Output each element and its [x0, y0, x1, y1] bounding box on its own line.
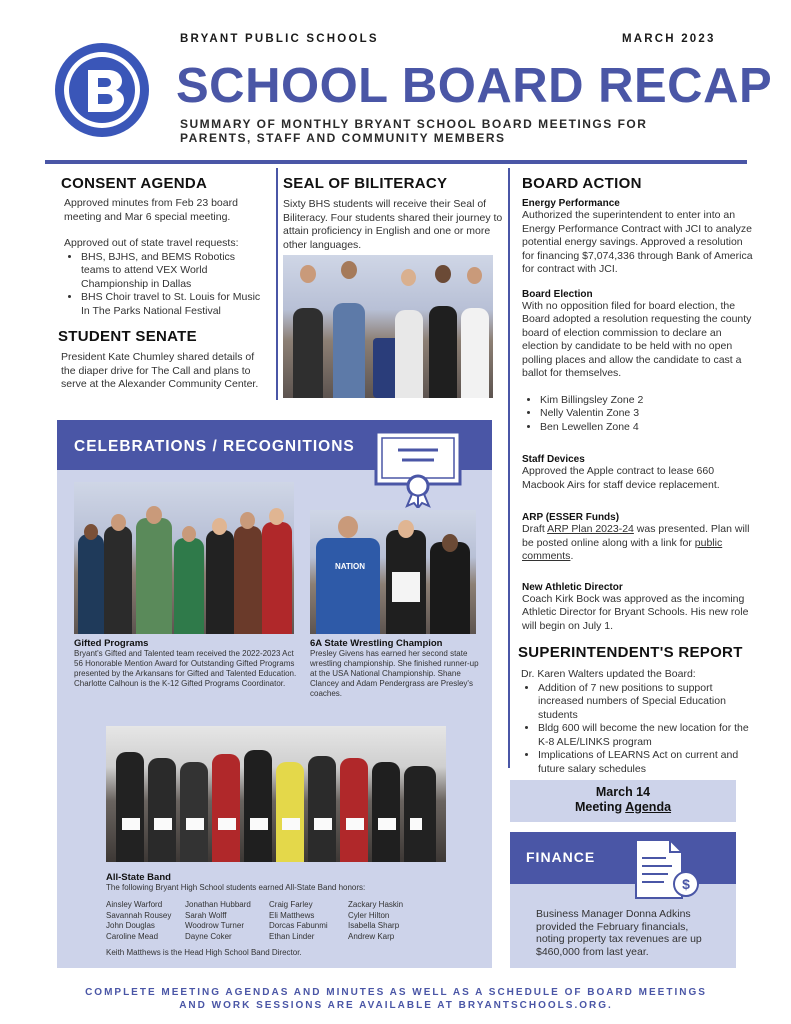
- arp-plan-link[interactable]: ARP Plan 2023-24: [547, 523, 634, 535]
- list-item: • Implications of LEARNS Act on current and future salary schedules: [538, 749, 750, 776]
- student-senate-section: [58, 328, 266, 392]
- band-names-column: Jonathan Hubbard Sarah Wolff Woodrow Turner Dayne Coker: [185, 900, 251, 941]
- band-title: All-State Band: [106, 872, 171, 883]
- gifted-programs-photo: [74, 482, 294, 634]
- list-item: • Kim Billingsley Zone 2: [540, 394, 754, 408]
- seal-photo: [283, 255, 493, 398]
- certificate-icon: [372, 428, 464, 508]
- column-divider-right: [508, 168, 510, 768]
- footer: [60, 986, 732, 1012]
- student-senate-text: President Kate Chumley shared details of the diaper drive for The Call and plans to serve at the Alexander Community Center.: [61, 351, 259, 390]
- athletic-text: Coach Kirk Bock was approved as the incoming Athletic Director for Bryant Schools. His new role will begin on July 1.: [522, 592, 749, 632]
- list-item: • BHS Choir travel to St. Louis for Music In The Parks National Festival: [81, 291, 266, 318]
- athletic-heading: New Athletic Director: [522, 581, 623, 593]
- election-heading: Board Election: [522, 288, 593, 300]
- all-state-band-photo: [106, 726, 446, 862]
- seal-text: Sixty BHS students will receive their Seal of Biliteracy. Four students shared their journey to attain proficiency in English and one or more other languages.: [283, 198, 503, 251]
- list-item: • Nelly Valentin Zone 3: [540, 407, 754, 421]
- list-item: • BHS, BJHS, and BEMS Robotics teams to attend VEX World Championship in Dallas: [81, 251, 266, 292]
- agenda-line: Meeting Agenda: [574, 800, 672, 814]
- board-action-heading: BOARD ACTION: [522, 175, 642, 192]
- wrestling-photo: [310, 510, 476, 634]
- superintendent-intro: Dr. Karen Walters updated the Board:: [521, 668, 696, 680]
- page-title: SCHOOL BOARD RECAP: [176, 59, 773, 113]
- finance-heading: FINANCE: [526, 849, 596, 865]
- election-text: With no opposition filed for board election, the Board adopted a resolution requesting the county board of election commission to declare an election by candidate to be held with no open polling places and allow the candidate to cast a ballot for themselves.: [522, 299, 752, 379]
- band-names-column: Craig Farley Eli Matthews Dorcas Fabunmi Ethan Linder: [269, 900, 328, 941]
- board-action-section: [522, 175, 754, 633]
- svg-text:$: $: [682, 876, 690, 892]
- gifted-caption: [74, 638, 298, 689]
- band-intro: The following Bryant High School students earned All-State Band honors:: [106, 883, 366, 892]
- celebrations-heading: CELEBRATIONS / RECOGNITIONS: [74, 438, 355, 455]
- band-names-column: Ainsley Warford Savannah Rousey John Douglas Caroline Mead: [106, 900, 172, 941]
- superintendent-list: [522, 682, 750, 777]
- band-names: [106, 900, 486, 942]
- travel-list: [65, 251, 266, 319]
- bryant-b-logo-icon: [54, 42, 150, 138]
- arp-heading: ARP (ESSER Funds): [522, 512, 620, 523]
- issue-date: MARCH 2023: [622, 33, 716, 45]
- student-senate-heading: STUDENT SENATE: [58, 328, 197, 345]
- gifted-text: Bryant's Gifted and Talented team received the 2022-2023 Act 56 Honorable Mention Award for Outstanding Gifted Programs presented by the Arkansans for Gifted and Talented Education. Charlotte Calhoun is the K-12 Gifted Programs Coordinator.: [74, 649, 297, 688]
- seal-heading: SEAL OF BILITERACY: [283, 175, 448, 192]
- shirt-text: NATION: [334, 562, 366, 571]
- devices-text: Approved the Apple contract to lease 660 Macbook Airs for staff device replacement.: [522, 465, 720, 491]
- election-list: [524, 394, 754, 435]
- agenda-link[interactable]: Agenda: [625, 800, 672, 814]
- band-director: Keith Matthews is the Head High School Band Director.: [106, 948, 302, 957]
- footer-line: AND WORK SESSIONS ARE AVAILABLE AT BRYANTSCHOOLS.ORG.: [179, 1000, 613, 1011]
- finance-document-icon: [624, 836, 704, 904]
- finance-text: Business Manager Donna Adkins provided the February financials, noting property tax revenues are up $460,000 from last year.: [536, 908, 702, 958]
- wrestling-title: 6A State Wrestling Champion: [310, 638, 443, 649]
- meeting-agenda-box: [510, 780, 736, 822]
- column-divider-left: [276, 168, 278, 400]
- superintendent-section: [518, 644, 750, 776]
- agenda-date: March 14: [595, 785, 651, 799]
- energy-heading: Energy Performance: [522, 198, 620, 209]
- consent-agenda-minutes: Approved minutes from Feb 23 board meeting and Mar 6 special meeting.: [64, 197, 238, 223]
- arp-text: Draft ARP Plan 2023-24 was presented. Plan will be posted online along with a link for public comments.: [522, 523, 750, 562]
- energy-text: Authorized the superintendent to enter into an Energy Performance Contract with JCI to analyze potential energy savings. Approved a resolution for financing $7,074,336 through Bank of America for contract with JCI.: [522, 209, 753, 275]
- wrestling-text: Presley Givens has earned her second state wrestling championship. She finished runner-up at the USA National Championship. Shane Clancey and Adam Pendergrass are Presley's coaches.: [310, 649, 479, 698]
- header-divider: [45, 160, 747, 164]
- gifted-title: Gifted Programs: [74, 638, 149, 649]
- seal-section: [283, 175, 505, 252]
- public-comments-link[interactable]: public comments: [522, 536, 723, 562]
- list-item: • Bldg 600 will become the new location for the K-8 ALE/LINKS program: [538, 722, 750, 749]
- page-subtitle: SUMMARY OF MONTHLY BRYANT SCHOOL BOARD MEETINGS FOR PARENTS, STAFF AND COMMUNITY MEMBERS: [180, 117, 648, 145]
- consent-agenda-section: [61, 175, 266, 318]
- footer-line: COMPLETE MEETING AGENDAS AND MINUTES AS WELL AS A SCHEDULE OF BOARD MEETINGS: [85, 987, 707, 998]
- devices-heading: Staff Devices: [522, 454, 585, 465]
- band-names-column: Zackary Haskin Cyler Hilton Isabella Sharp Andrew Karp: [348, 900, 404, 941]
- list-item: • Ben Lewellen Zone 4: [540, 421, 754, 435]
- band-caption: [106, 872, 486, 893]
- wrestling-caption: [310, 638, 482, 699]
- org-name: BRYANT PUBLIC SCHOOLS: [180, 33, 379, 45]
- superintendent-heading: SUPERINTENDENT'S REPORT: [518, 644, 743, 661]
- consent-agenda-travel: Approved out of state travel requests:: [64, 237, 239, 249]
- consent-agenda-heading: CONSENT AGENDA: [61, 175, 208, 192]
- list-item: • Addition of 7 new positions to support increased numbers of Special Education students: [538, 682, 750, 723]
